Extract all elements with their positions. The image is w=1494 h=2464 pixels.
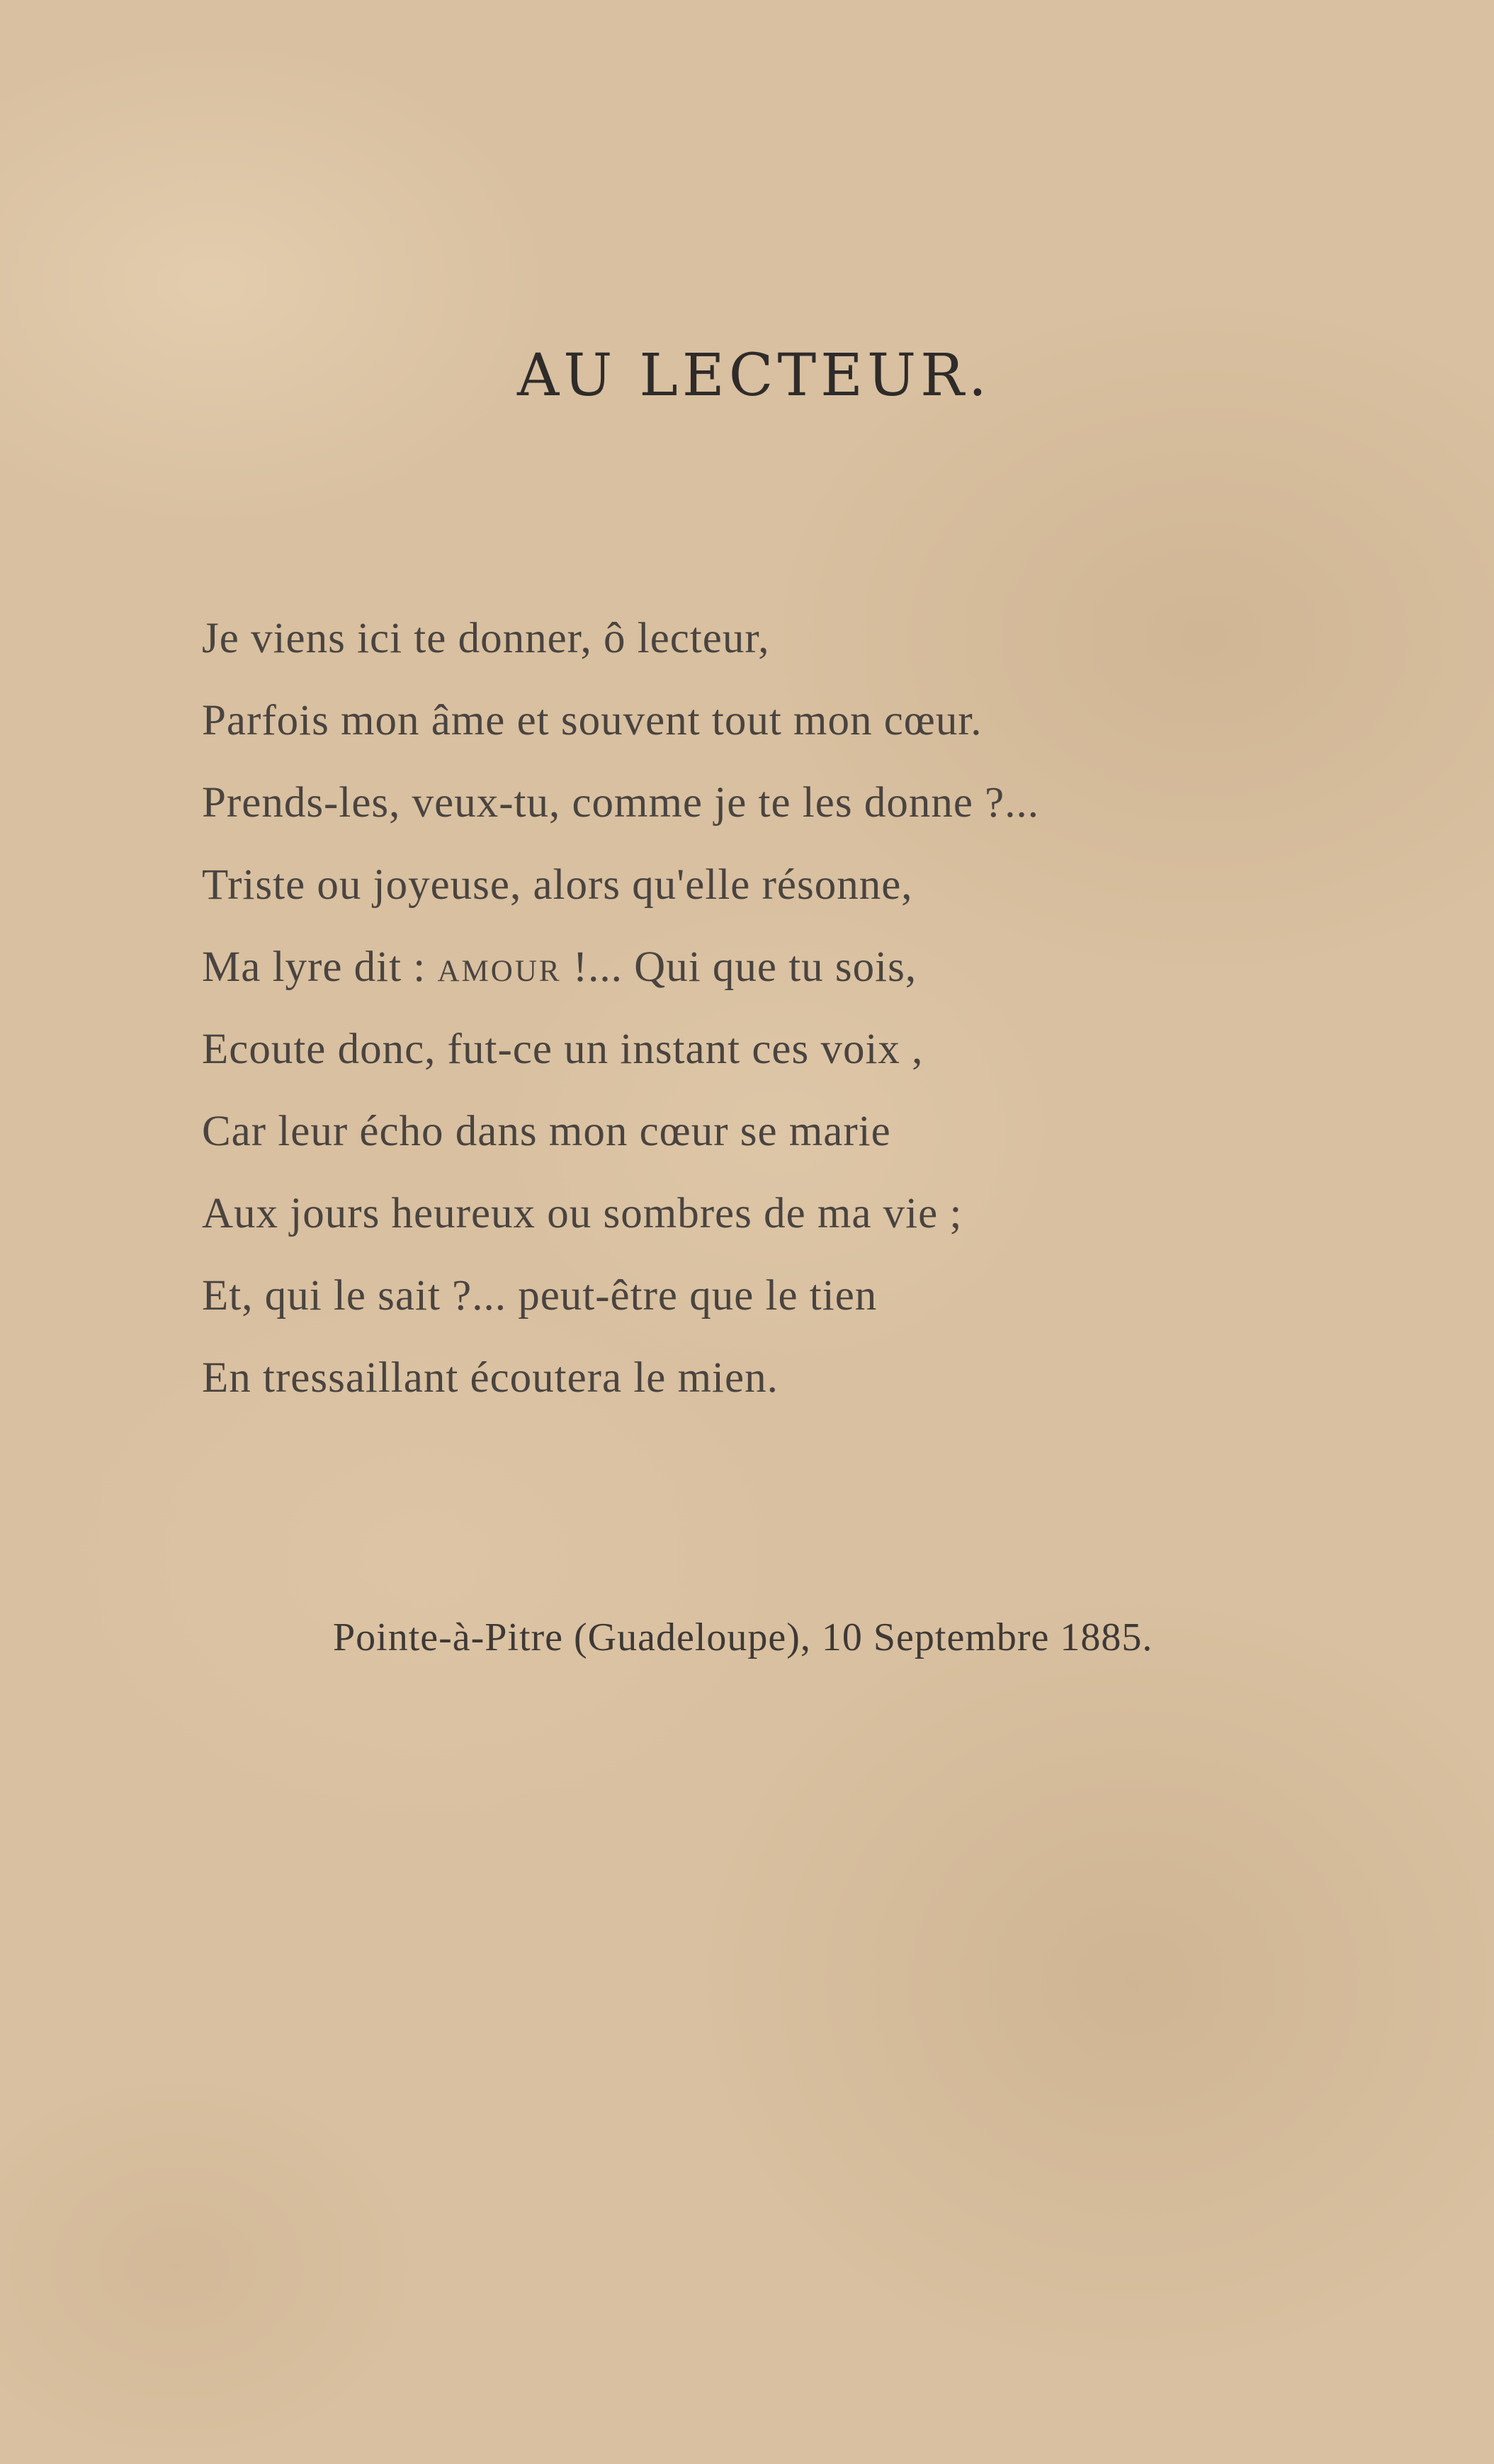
poem-line-suffix: Qui que tu sois, bbox=[634, 943, 917, 991]
poem-line: En tressaillant écoutera le mien. bbox=[202, 1354, 779, 1402]
place-date-signature: Pointe-à-Pitre (Guadeloupe), 10 Septembre 1885. bbox=[333, 1616, 1153, 1659]
poem-line: Prends-les, veux-tu, comme je te les donne ?... bbox=[202, 779, 1039, 827]
poem-line bbox=[202, 939, 1406, 1021]
poem-line: Car leur écho dans mon cœur se marie bbox=[202, 1108, 891, 1155]
page-title: AU LECTEUR. bbox=[517, 342, 991, 409]
poem-line: Je viens ici te donner, ô lecteur, bbox=[202, 615, 770, 662]
poem-line-punctuation: !... bbox=[561, 943, 635, 991]
poem-line: Ecoute donc, fut-ce un instant ces voix , bbox=[202, 1026, 924, 1073]
poem-word-amour: amour bbox=[437, 943, 562, 991]
poem-line-prefix: Ma lyre dit : bbox=[202, 943, 438, 991]
poem-line: Et, qui le sait ?... peut-être que le tien bbox=[202, 1272, 878, 1319]
poem-line: Aux jours heureux ou sombres de ma vie ; bbox=[202, 1190, 963, 1237]
poem-line: Triste ou joyeuse, alors qu'elle résonne, bbox=[202, 861, 913, 909]
poem bbox=[202, 611, 1406, 1432]
poem-line: Parfois mon âme et souvent tout mon cœur. bbox=[202, 697, 983, 744]
